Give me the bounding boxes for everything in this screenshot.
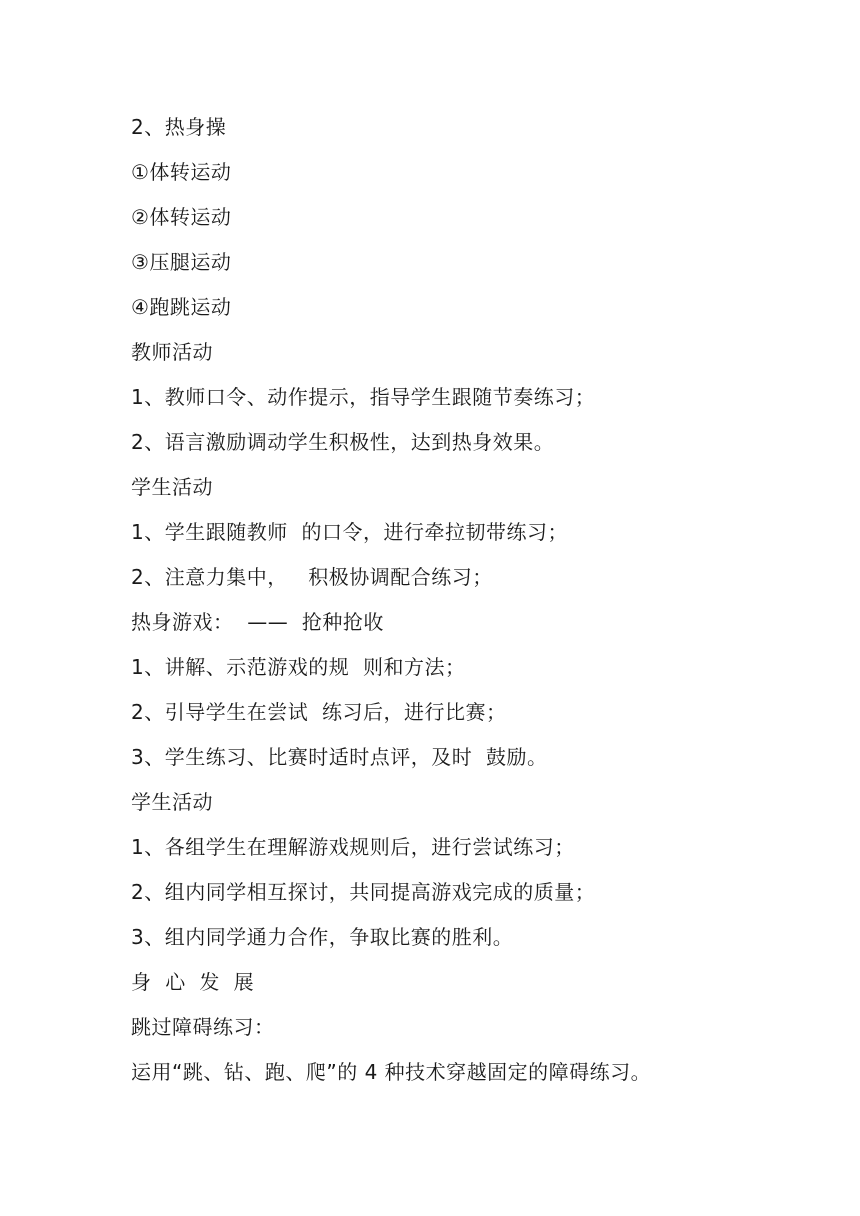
- text-line: 3、学生练习、比赛时适时点评，及时 鼓励。: [131, 745, 548, 769]
- text-line: 跳过障碍练习：: [131, 1015, 275, 1039]
- section-heading: 教师活动: [131, 340, 213, 364]
- text-line: ①体转运动: [131, 160, 232, 184]
- section-heading: 热身游戏： —— 抢种抢收: [131, 610, 384, 634]
- section-heading: 身 心 发 展: [131, 970, 255, 994]
- text-line: 2、注意力集中， 积极协调配合练习；: [131, 565, 493, 589]
- text-line: 2、语言激励调动学生积极性，达到热身效果。: [131, 430, 555, 454]
- text-line: 1、学生跟随教师 的口令，进行牵拉韧带练习；: [131, 520, 568, 544]
- text-line: ④跑跳运动: [131, 295, 232, 319]
- section-heading: 学生活动: [131, 790, 213, 814]
- text-line: 运用“跳、钻、跑、爬”的 4 种技术穿越固定的障碍练习。: [131, 1060, 652, 1084]
- section-heading: 学生活动: [131, 475, 213, 499]
- document-body: [131, 111, 771, 1101]
- text-line: 1、讲解、示范游戏的规 则和方法；: [131, 655, 466, 679]
- text-line: 2、组内同学相互探讨，共同提高游戏完成的质量；: [131, 880, 596, 904]
- text-line: 2、热身操: [131, 115, 227, 139]
- text-line: 3、组内同学通力合作，争取比赛的胜利。: [131, 925, 514, 949]
- text-line: ③压腿运动: [131, 250, 232, 274]
- text-line: 1、教师口令、动作提示，指导学生跟随节奏练习；: [131, 385, 596, 409]
- text-line: ②体转运动: [131, 205, 232, 229]
- text-line: 2、引导学生在尝试 练习后，进行比赛；: [131, 700, 507, 724]
- text-line: 1、各组学生在理解游戏规则后，进行尝试练习；: [131, 835, 575, 859]
